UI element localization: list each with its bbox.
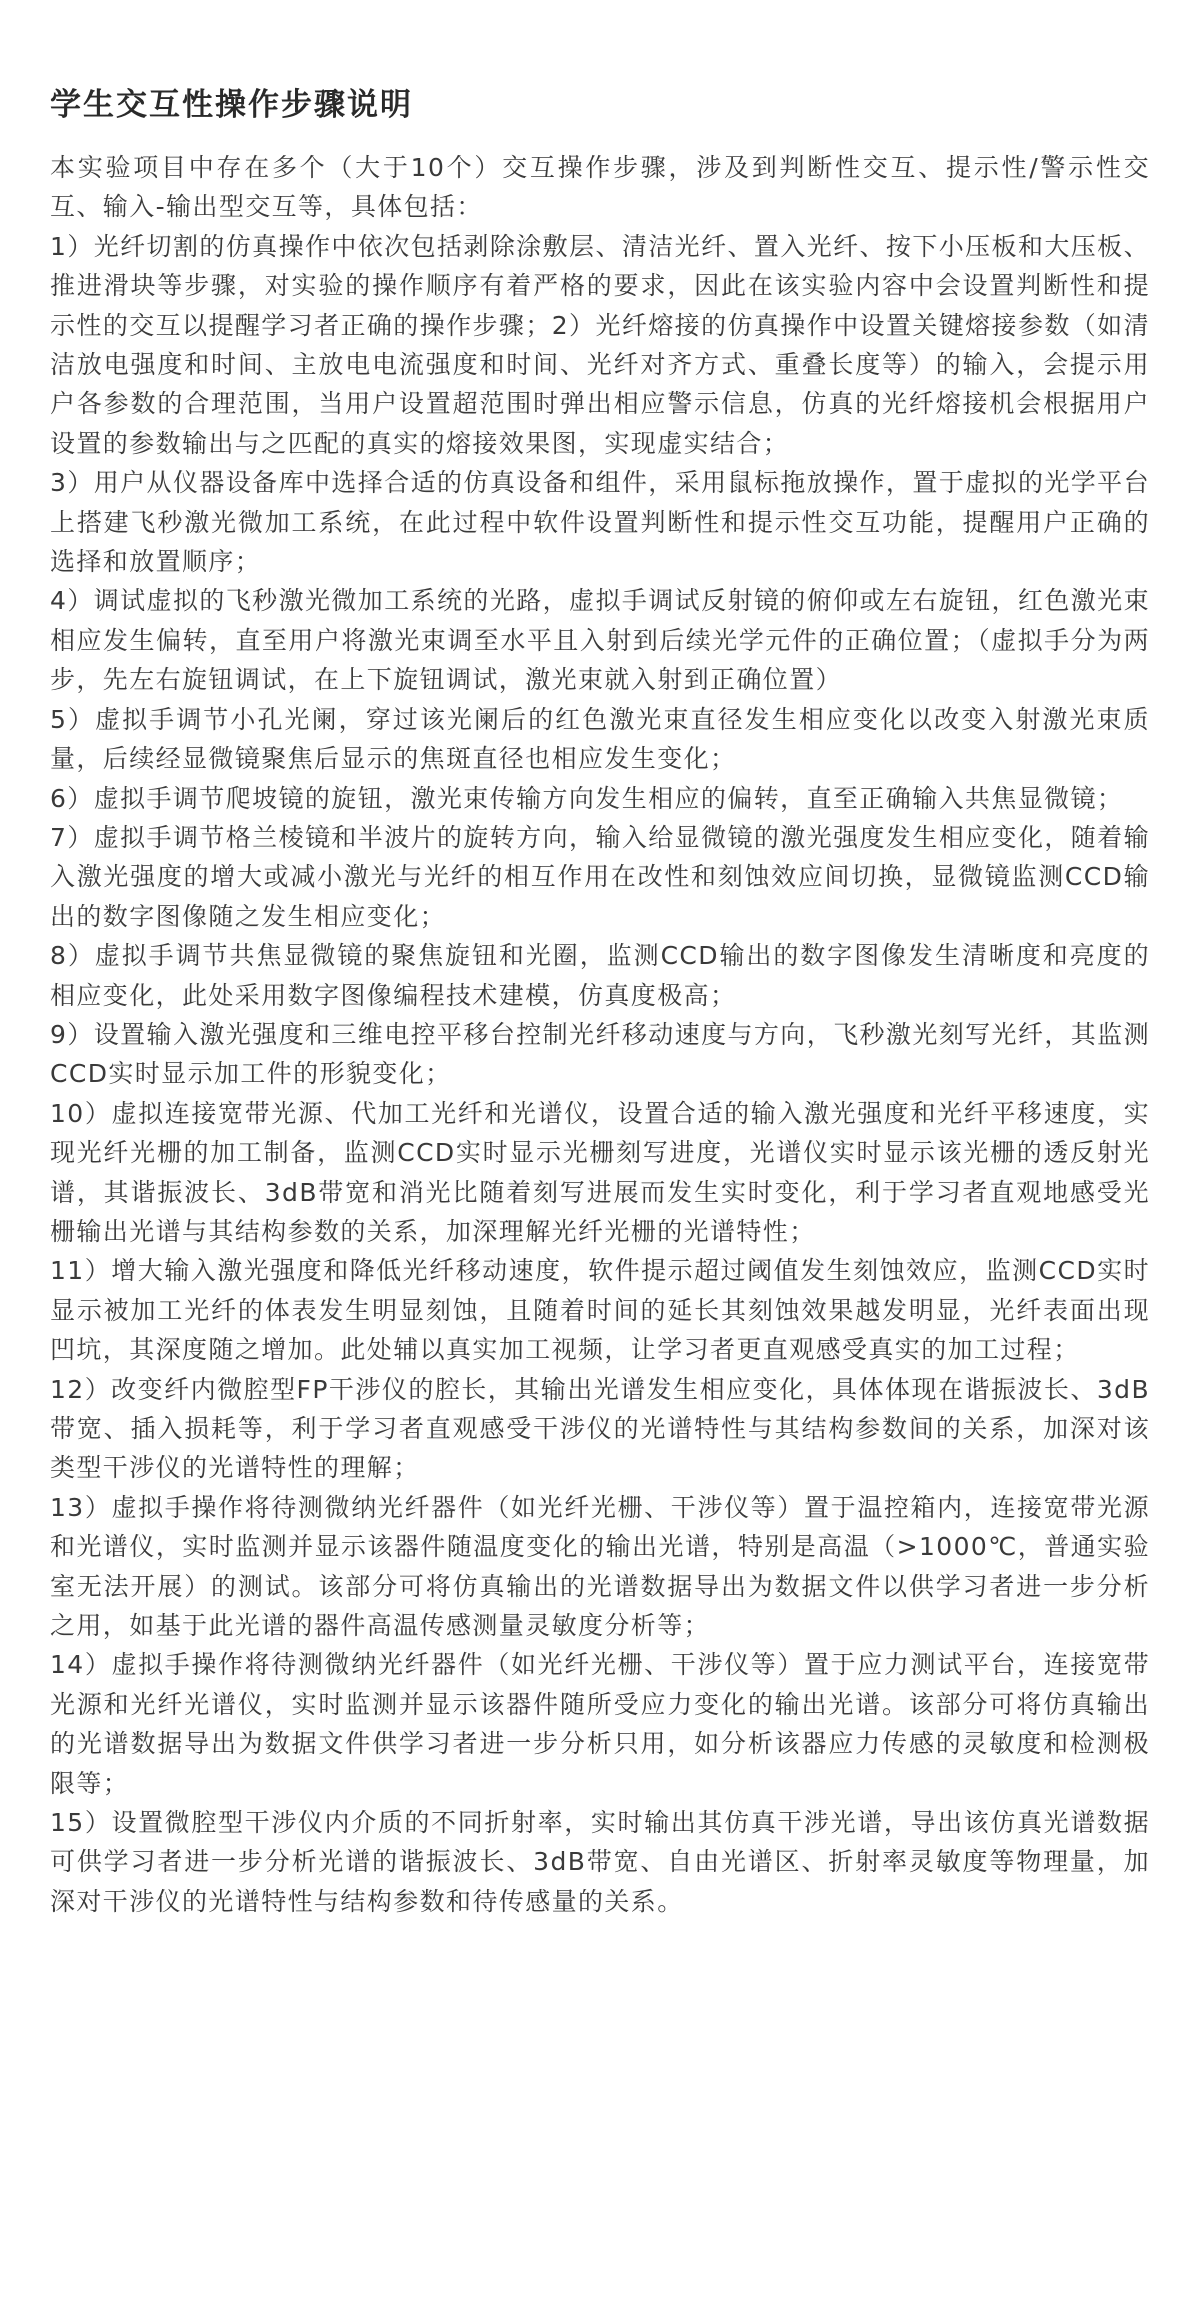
paragraph-step-4: 4）调试虚拟的飞秒激光微加工系统的光路，虚拟手调试反射镜的俯仰或左右旋钮，红色激光束相应发生偏转，直至用户将激光束调至水平且入射到后续光学元件的正确位置；（虚拟手分为两步，先左右旋钮调试，在上下旋钮调试，激光束就入射到正确位置） — [50, 586, 1150, 695]
paragraph-step-15: 15）设置微腔型干涉仪内介质的不同折射率，实时输出其仿真干涉光谱，导出该仿真光谱数据可供学习者进一步分析光谱的谐振波长、3dB带宽、自由光谱区、折射率灵敏度等物理量，加深对干涉仪的光谱特性与结构参数和待传感量的关系。 — [50, 1808, 1150, 1916]
paragraph-step-9: 9）设置输入激光强度和三维电控平移台控制光纤移动速度与方向，飞秒激光刻写光纤，其监测CCD实时显示加工件的形貌变化； — [50, 1019, 1150, 1089]
paragraph-step-13: 13）虚拟手操作将待测微纳光纤器件（如光纤光栅、干涉仪等）置于温控箱内，连接宽带光源和光谱仪，实时监测并显示该器件随温度变化的输出光谱，特别是高温（>1000℃，普通实验室无法开展）的测试。该部分可将仿真输出的光谱数据导出为数据文件以供学习者进一步分析之用，如基于此光谱的器件高温传感测量灵敏度分析等； — [50, 1492, 1150, 1641]
paragraph-intro: 本实验项目中存在多个（大于10个）交互操作步骤，涉及到判断性交互、提示性/警示性交互、输入-输出型交互等，具体包括： — [50, 153, 1150, 222]
paragraph-step-10: 10）虚拟连接宽带光源、代加工光纤和光谱仪，设置合适的输入激光强度和光纤平移速度，实现光纤光栅的加工制备，监测CCD实时显示光栅刻写进度，光谱仪实时显示该光栅的透反射光谱，其谐振波长、3dB带宽和消光比随着刻写进展而发生实时变化，利于学习者直观地感受光栅输出光谱与其结构参数的关系，加深理解光纤光栅的光谱特性； — [50, 1098, 1150, 1246]
paragraph-step-14: 14）虚拟手操作将待测微纳光纤器件（如光纤光栅、干涉仪等）置于应力测试平台，连接宽带光源和光纤光谱仪，实时监测并显示该器件随所受应力变化的输出光谱。该部分可将仿真输出的光谱数据导出为数据文件供学习者进一步分析只用，如分析该器应力传感的灵敏度和检测极限等； — [50, 1650, 1150, 1798]
paragraph-step-8: 8）虚拟手调节共焦显微镜的聚焦旋钮和光圈，监测CCD输出的数字图像发生清晰度和亮度的相应变化，此处采用数字图像编程技术建模，仿真度极高； — [50, 941, 1150, 1010]
paragraph-step-11: 11）增大输入激光强度和降低光纤移动速度，软件提示超过阈值发生刻蚀效应，监测CCD实时显示被加工光纤的体表发生明显刻蚀，且随着时间的延长其刻蚀效果越发明显，光纤表面出现凹坑，其深度随之增加。此处辅以真实加工视频，让学习者更直观感受真实的加工过程； — [50, 1256, 1150, 1365]
paragraph-step-3: 3）用户从仪器设备库中选择合适的仿真设备和组件，采用鼠标拖放操作，置于虚拟的光学平台上搭建飞秒激光微加工系统，在此过程中软件设置判断性和提示性交互功能，提醒用户正确的选择和放置顺序； — [50, 468, 1150, 577]
paragraph-step-7: 7）虚拟手调节格兰棱镜和半波片的旋转方向，输入给显微镜的激光强度发生相应变化，随着输入激光强度的增大或减小激光与光纤的相互作用在改性和刻蚀效应间切换，显微镜监测CCD输出的数字图像随之发生相应变化； — [50, 822, 1150, 931]
paragraph-step-5: 5）虚拟手调节小孔光阑，穿过该光阑后的红色激光束直径发生相应变化以改变入射激光束质量，后续经显微镜聚焦后显示的焦斑直径也相应发生变化； — [50, 704, 1150, 774]
paragraph-step-6: 6）虚拟手调节爬坡镜的旋钮，激光束传输方向发生相应的偏转，直至正确输入共焦显微镜； — [50, 783, 1124, 813]
paragraph-step-1-2: 1）光纤切割的仿真操作中依次包括剥除涂敷层、清洁光纤、置入光纤、按下小压板和大压板、推进滑块等步骤，对实验的操作顺序有着严格的要求，因此在该实验内容中会设置判断性和提示性的交互以提醒学习者正确的操作步骤；2）光纤熔接的仿真操作中设置关键熔接参数（如清洁放电强度和时间、主放电电流强度和时间、光纤对齐方式、重叠长度等）的输入，会提示用户各参数的合理范围，当用户设置超范围时弹出相应警示信息，仿真的光纤熔接机会根据用户设置的参数输出与之匹配的真实的熔接效果图，实现虚实结合； — [50, 231, 1150, 458]
document-title: 学生交互性操作步骤说明 — [50, 87, 413, 123]
paragraph-step-12: 12）改变纤内微腔型FP干涉仪的腔长，其输出光谱发生相应变化，具体体现在谐振波长、3dB带宽、插入损耗等，利于学习者直观感受干涉仪的光谱特性与其结构参数间的关系，加深对该类型干涉仪的光谱特性的理解； — [50, 1374, 1150, 1483]
